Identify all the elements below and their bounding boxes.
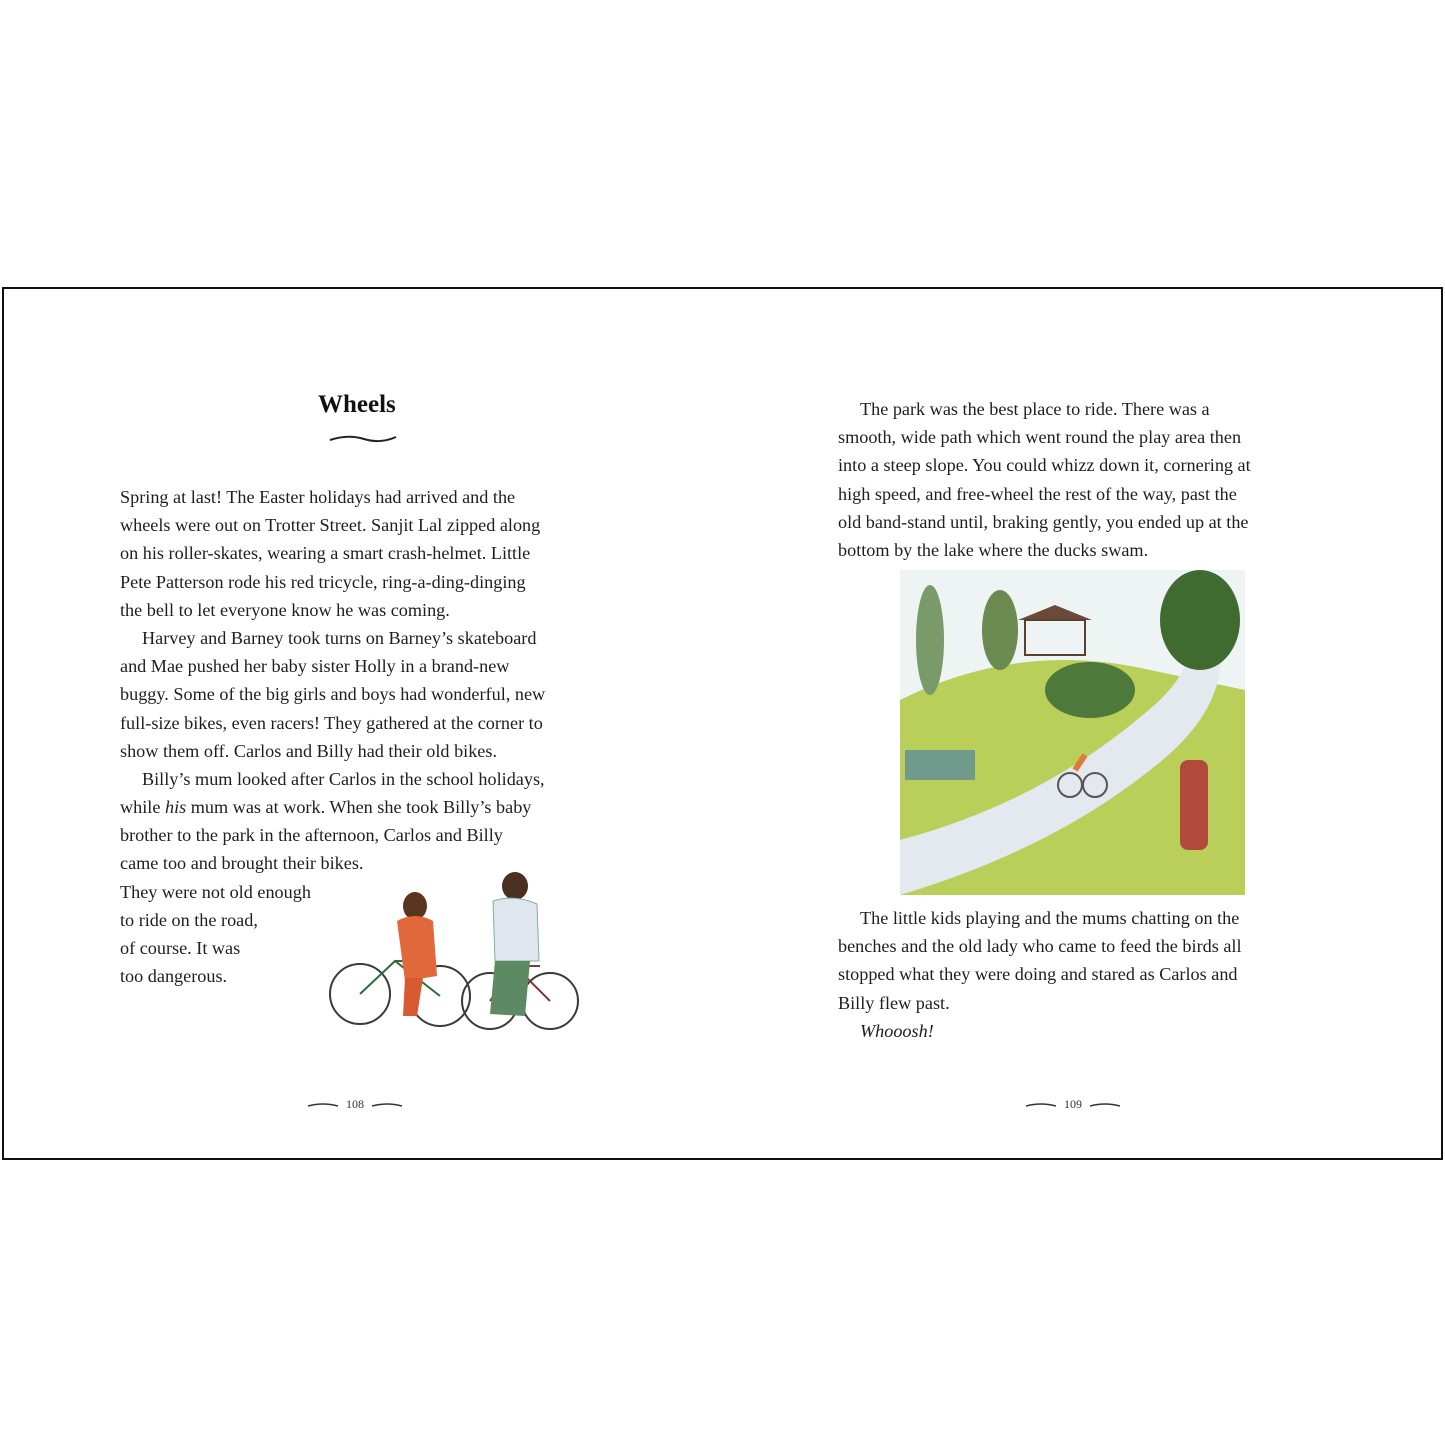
title-swash-ornament bbox=[328, 432, 398, 446]
page-number-right bbox=[1026, 1097, 1120, 1112]
text-line: stopped what they were doing and stared as Carlos and bbox=[838, 964, 1238, 985]
text-line: high speed, and free-wheel the rest of the way, past the bbox=[838, 483, 1237, 504]
text-line: old band-stand until, braking gently, you ended up at the bbox=[838, 511, 1249, 532]
park-scene-illustration bbox=[900, 570, 1245, 895]
boys-with-bicycles-illustration bbox=[325, 866, 590, 1036]
text-line: The park was the best place to ride. There was a bbox=[860, 399, 1210, 419]
text-line: to ride on the road, bbox=[120, 909, 258, 930]
text-line: bottom by the lake where the ducks swam. bbox=[838, 539, 1149, 560]
text-line: The little kids playing and the mums chatting on the bbox=[860, 908, 1240, 928]
text-line: Billy flew past. bbox=[838, 992, 950, 1013]
right-page-text-top bbox=[838, 395, 1251, 564]
text-line: into a steep slope. You could whizz down it, cornering at bbox=[838, 455, 1251, 476]
page-number: 109 bbox=[1064, 1097, 1082, 1111]
page-number-left bbox=[308, 1097, 402, 1112]
folio-swash-ornament bbox=[1090, 1101, 1120, 1109]
text-span: while bbox=[120, 797, 165, 818]
text-line: They were not old enough bbox=[120, 881, 311, 902]
text-line bbox=[838, 1017, 1242, 1045]
text-line: show them off. Carlos and Billy had their old bikes. bbox=[120, 740, 498, 761]
folio-swash-ornament bbox=[308, 1101, 338, 1109]
text-line: came too and brought their bikes. bbox=[120, 853, 364, 874]
page-number: 108 bbox=[346, 1097, 364, 1111]
text-line: Harvey and Barney took turns on Barney’s skateboard bbox=[142, 627, 537, 648]
text-line: buggy. Some of the big girls and boys had wonderful, new bbox=[120, 684, 546, 705]
text-line: on his roller-skates, wearing a smart crash-helmet. Little bbox=[120, 543, 531, 564]
chapter-title: Wheels bbox=[318, 391, 396, 418]
right-page-text-bottom bbox=[838, 904, 1242, 1045]
text-line: the bell to let everyone know he was coming. bbox=[120, 599, 450, 620]
text-span: mum was at work. When she took Billy’s baby bbox=[186, 797, 532, 818]
folio-swash-ornament bbox=[372, 1101, 402, 1109]
text-line: Pete Patterson rode his red tricycle, ring-a-ding-dinging bbox=[120, 571, 526, 592]
text-line: of course. It was bbox=[120, 938, 241, 958]
text-line: smooth, wide path which went round the play area then bbox=[838, 427, 1242, 448]
text-line bbox=[120, 793, 545, 821]
text-line: benches and the old lady who came to feed the birds all bbox=[838, 936, 1242, 957]
text-line: Spring at last! The Easter holidays had arrived and the bbox=[120, 487, 516, 507]
folio-swash-ornament bbox=[1026, 1101, 1056, 1109]
emphasis-text: his bbox=[164, 797, 187, 818]
text-line: wheels were out on Trotter Street. Sanjit Lal zipped along bbox=[120, 515, 541, 536]
text-line: Billy’s mum looked after Carlos in the school holidays, bbox=[142, 768, 545, 789]
text-line: and Mae pushed her baby sister Holly in a brand-new bbox=[120, 656, 510, 677]
text-line: too dangerous. bbox=[120, 966, 228, 987]
text-line: brother to the park in the afternoon, Carlos and Billy bbox=[120, 825, 503, 846]
text-line: full-size bikes, even racers! They gathered at the corner to bbox=[120, 712, 543, 733]
exclamation-text: Whooosh! bbox=[860, 1020, 934, 1041]
